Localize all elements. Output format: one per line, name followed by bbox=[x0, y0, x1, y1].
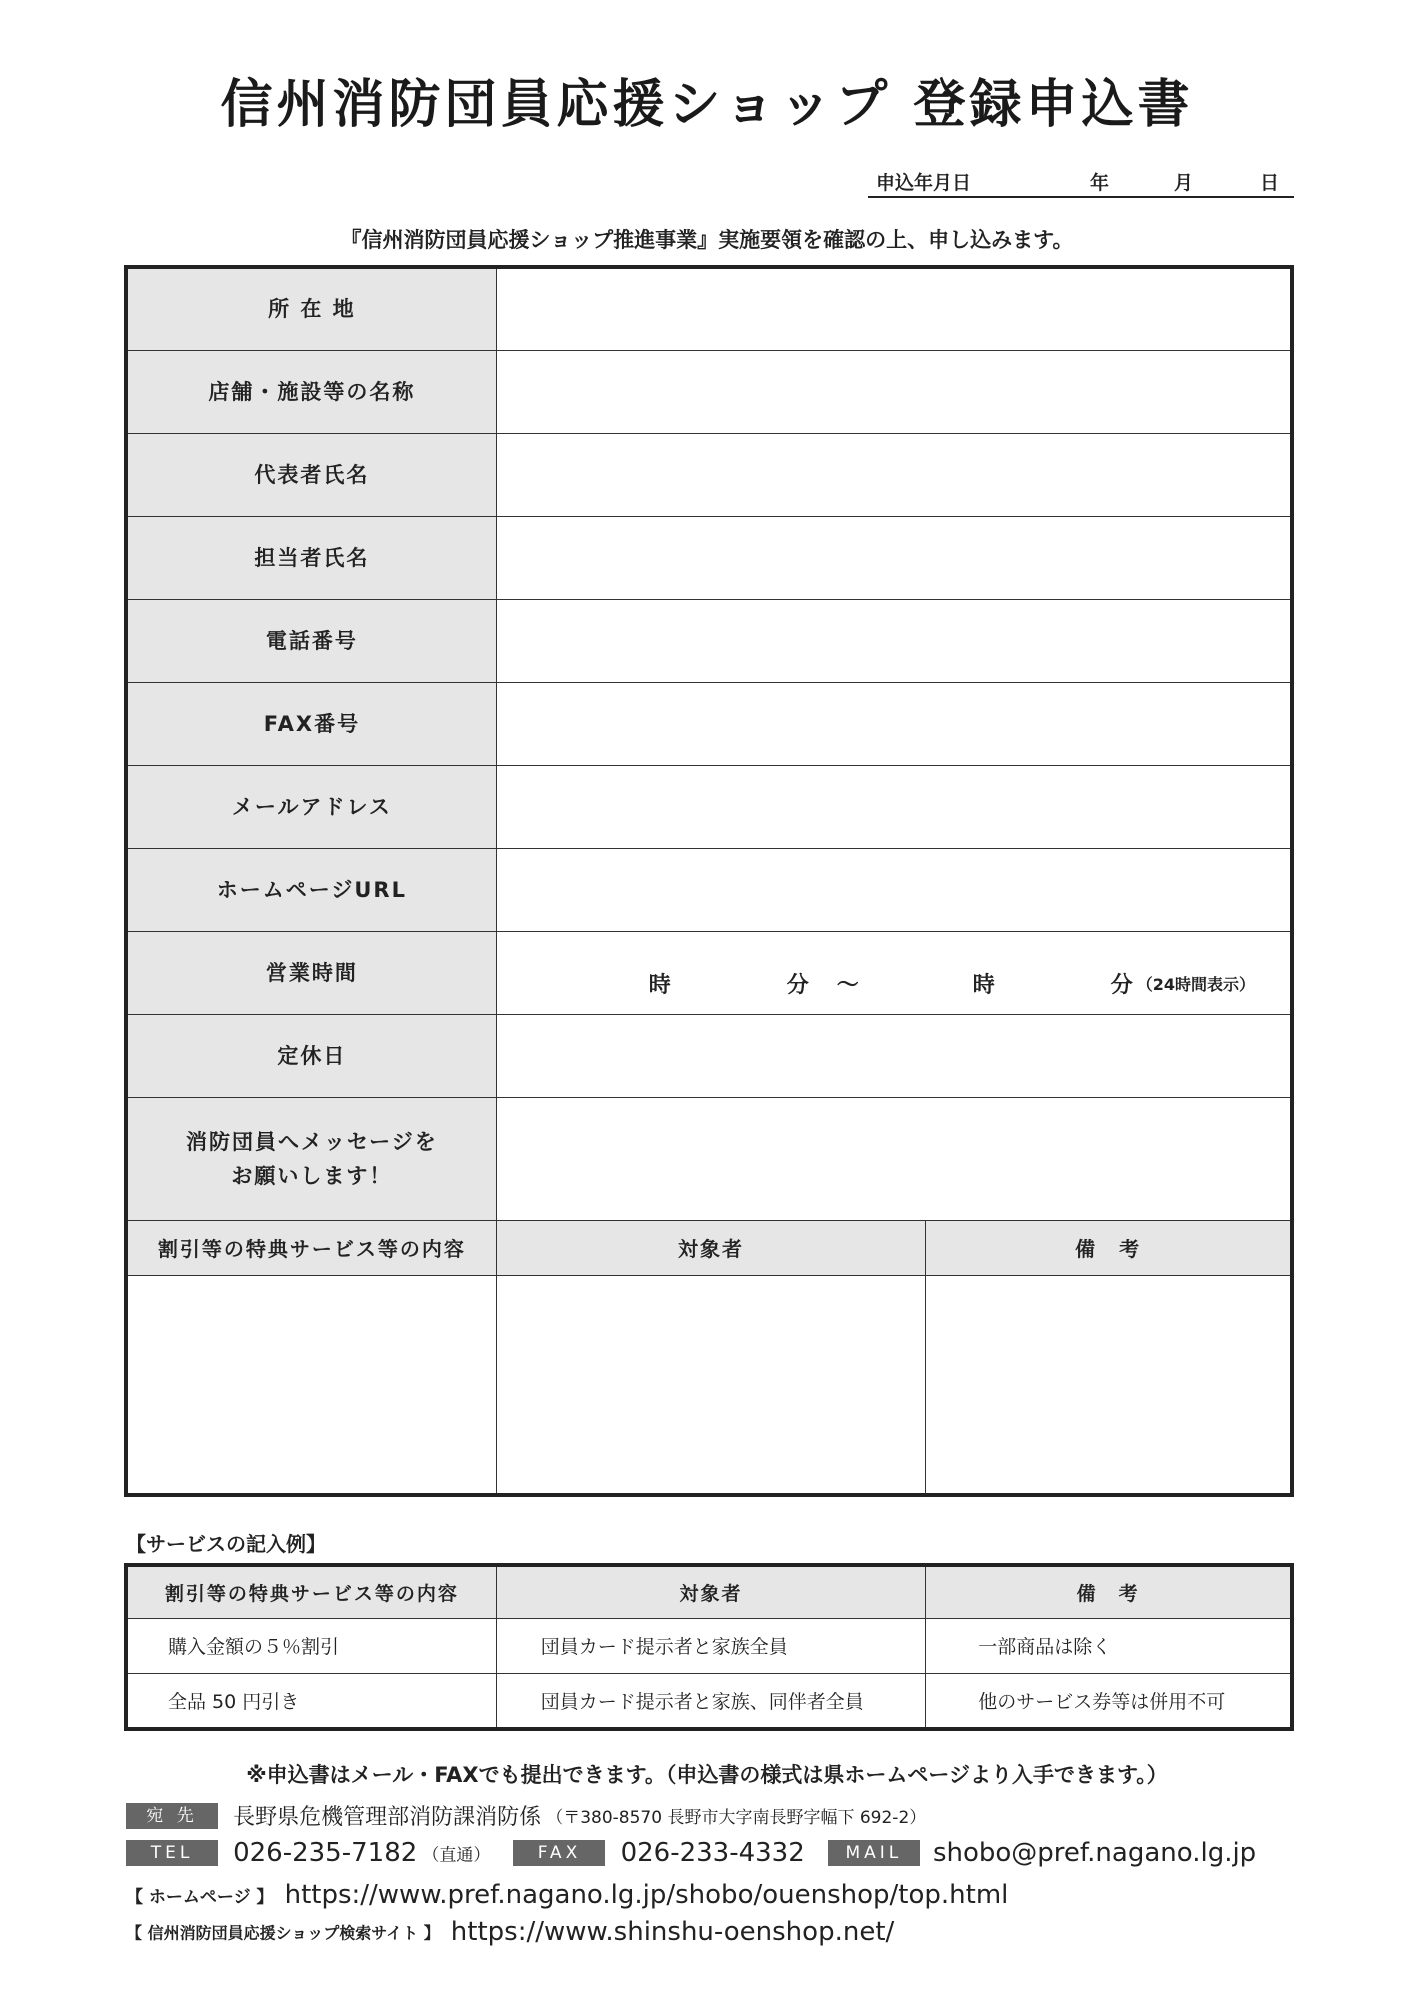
business-hours-field[interactable] bbox=[496, 931, 1292, 1014]
hours-end-hour: 時 bbox=[972, 972, 995, 998]
message-label-line1: 消防団員へメッセージを bbox=[186, 1129, 438, 1154]
example-content-cell: 購入金額の５％割引 bbox=[126, 1618, 496, 1673]
table-row bbox=[126, 1674, 1292, 1729]
closed-days-label: 定休日 bbox=[126, 1014, 496, 1097]
hours-tilde: ～ bbox=[836, 972, 859, 998]
fax-label: FAX番号 bbox=[126, 682, 496, 765]
hours-end-minute: 分 bbox=[1110, 972, 1133, 998]
homepage-field[interactable] bbox=[496, 848, 1292, 931]
application-date[interactable] bbox=[868, 162, 1294, 198]
service-target-header: 対象者 bbox=[496, 1220, 925, 1275]
search-site-link[interactable]: https://www.shinshu-oenshop.net/ bbox=[450, 1917, 895, 1947]
shop-name-label: 店舗・施設等の名称 bbox=[126, 350, 496, 433]
homepage-row bbox=[126, 1880, 1008, 1910]
fax-tag: FAX bbox=[513, 1840, 605, 1866]
address-field[interactable] bbox=[496, 267, 1292, 350]
service-content-field[interactable] bbox=[126, 1275, 496, 1495]
service-content-header: 割引等の特典サービス等の内容 bbox=[126, 1220, 496, 1275]
contact-row bbox=[126, 1838, 1256, 1868]
example-content-header: 割引等の特典サービス等の内容 bbox=[126, 1565, 496, 1618]
homepage-label: ホームページURL bbox=[126, 848, 496, 931]
search-site-row bbox=[126, 1917, 894, 1947]
fax-field[interactable] bbox=[496, 682, 1292, 765]
example-remarks-header: 備 考 bbox=[926, 1565, 1292, 1618]
service-remarks-header: 備 考 bbox=[926, 1220, 1292, 1275]
message-field[interactable] bbox=[496, 1097, 1292, 1220]
example-target-cell: 団員カード提示者と家族全員 bbox=[496, 1618, 925, 1673]
service-remarks-field[interactable] bbox=[926, 1275, 1292, 1495]
destination-address: （〒380-8570 長野市大字南長野字幅下 692-2） bbox=[546, 1808, 927, 1828]
example-content-cell: 全品 50 円引き bbox=[126, 1674, 496, 1729]
table-row bbox=[126, 1618, 1292, 1673]
date-day: 日 bbox=[1260, 172, 1280, 194]
business-hours-label: 営業時間 bbox=[126, 931, 496, 1014]
destination-row bbox=[126, 1800, 926, 1831]
hours-note: （24時間表示） bbox=[1136, 974, 1256, 994]
date-year: 年 bbox=[1090, 172, 1110, 194]
mail-link[interactable]: shobo@pref.nagano.lg.jp bbox=[932, 1838, 1257, 1868]
fax-number: 026-233-4332 bbox=[620, 1838, 805, 1868]
shop-name-field[interactable] bbox=[496, 350, 1292, 433]
phone-field[interactable] bbox=[496, 599, 1292, 682]
representative-field[interactable] bbox=[496, 433, 1292, 516]
email-label: メールアドレス bbox=[126, 765, 496, 848]
contact-person-label: 担当者氏名 bbox=[126, 516, 496, 599]
contact-person-field[interactable] bbox=[496, 516, 1292, 599]
hours-start-minute: 分 bbox=[786, 972, 809, 998]
application-form-table bbox=[124, 265, 1294, 1497]
hours-start-hour: 時 bbox=[648, 972, 671, 998]
message-label bbox=[126, 1097, 496, 1220]
search-site-label: 【 信州消防団員応援ショップ検索サイト 】 bbox=[126, 1923, 440, 1943]
submission-notice: ※申込書はメール・FAXでも提出できます。（申込書の様式は県ホームページより入手できます。） bbox=[246, 1763, 1168, 1787]
intro-text: 『信州消防団員応援ショップ推進事業』実施要領を確認の上、申し込みます。 bbox=[340, 228, 1074, 252]
closed-days-field[interactable] bbox=[496, 1014, 1292, 1097]
tel-number: 026-235-7182 bbox=[233, 1838, 418, 1868]
mail-tag: MAIL bbox=[828, 1840, 920, 1866]
email-field[interactable] bbox=[496, 765, 1292, 848]
example-target-header: 対象者 bbox=[496, 1565, 925, 1618]
homepage-link-label: 【 ホームページ 】 bbox=[126, 1887, 274, 1908]
destination-tag: 宛 先 bbox=[126, 1803, 218, 1829]
tel-note: （直通） bbox=[422, 1845, 491, 1866]
destination-name: 長野県危機管理部消防課消防係 bbox=[233, 1805, 542, 1830]
example-remarks-cell: 一部商品は除く bbox=[926, 1618, 1292, 1673]
example-remarks-cell: 他のサービス券等は併用不可 bbox=[926, 1674, 1292, 1729]
homepage-link[interactable]: https://www.pref.nagano.lg.jp/shobo/ouenshop/top.html bbox=[284, 1880, 1009, 1910]
example-target-cell: 団員カード提示者と家族、同伴者全員 bbox=[496, 1674, 925, 1729]
date-label: 申込年月日 bbox=[876, 172, 972, 194]
date-month: 月 bbox=[1174, 172, 1194, 194]
phone-label: 電話番号 bbox=[126, 599, 496, 682]
representative-label: 代表者氏名 bbox=[126, 433, 496, 516]
service-target-field[interactable] bbox=[496, 1275, 925, 1495]
example-title: 【サービスの記入例】 bbox=[126, 1532, 326, 1556]
message-label-line2: お願いします！ bbox=[231, 1163, 393, 1188]
address-label: 所 在 地 bbox=[126, 267, 496, 350]
example-table bbox=[124, 1563, 1294, 1731]
form-title: 信州消防団員応援ショップ 登録申込書 bbox=[220, 75, 1194, 135]
tel-tag: TEL bbox=[126, 1840, 218, 1866]
